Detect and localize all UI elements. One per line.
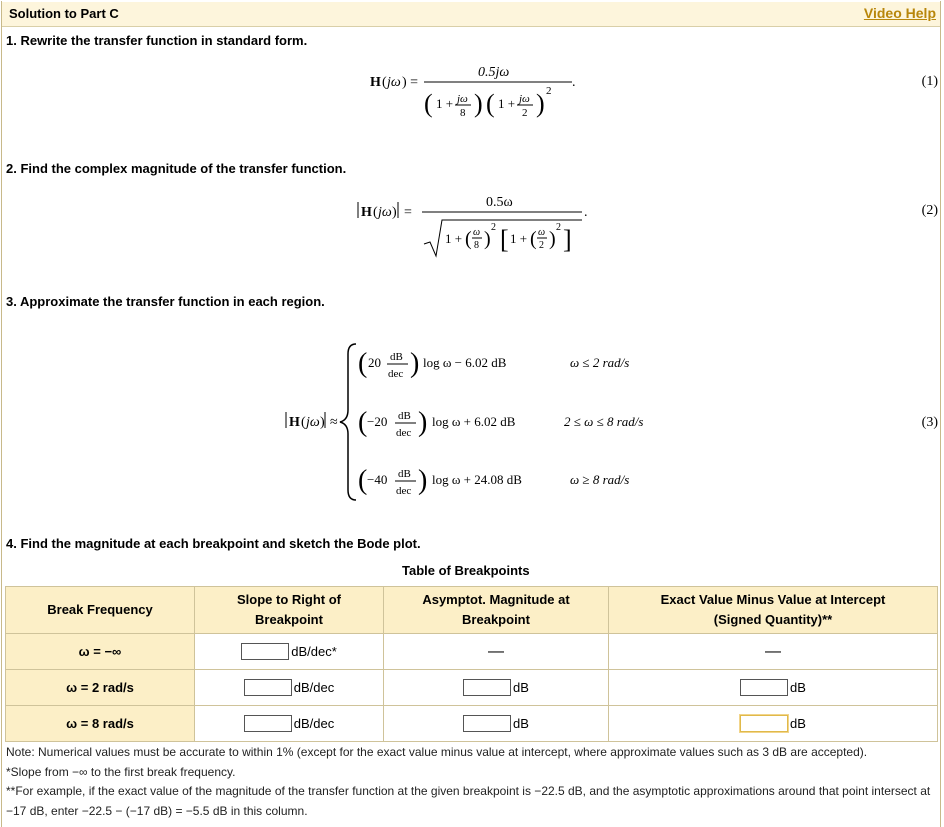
step-3-heading: 3. Approximate the transfer function in each region. (6, 294, 325, 309)
slope-input-minus-inf[interactable] (241, 643, 289, 660)
magnitude-cell (384, 670, 609, 706)
equation-3-number: (3) (921, 415, 938, 430)
slope-unit: dB/dec (293, 680, 335, 696)
empty-dash: — (765, 642, 781, 660)
svg-text:(: ( (358, 348, 368, 379)
svg-text:2: 2 (546, 85, 552, 97)
svg-text:(: ( (301, 415, 306, 430)
equation-1 (360, 58, 600, 128)
table-caption: Table of Breakpoints (402, 563, 530, 578)
svg-text:H: H (361, 205, 372, 220)
svg-text:dB: dB (398, 468, 411, 480)
breakpoints-table (5, 586, 938, 742)
header-asymptotic-magnitude (384, 587, 609, 634)
header-asymptotic-magnitude-text: Asymptot. Magnitude at Breakpoint (422, 592, 570, 627)
svg-text:.: . (572, 75, 576, 90)
svg-text:ω: ω (538, 227, 546, 238)
magnitude-unit: dB (513, 716, 529, 732)
equation-3 (280, 340, 680, 505)
svg-text:(: ( (358, 465, 368, 496)
svg-text:dec: dec (396, 485, 412, 497)
svg-text:(: ( (358, 407, 368, 438)
step-2-heading: 2. Find the complex magnitude of the transfer function. (6, 161, 347, 176)
svg-text:): ) (418, 465, 428, 496)
exact-cell (609, 706, 938, 742)
empty-dash: — (488, 642, 504, 660)
svg-text:(: ( (424, 89, 433, 118)
eq1-numerator: 0.5jω (478, 65, 510, 80)
step-4-heading: 4. Find the magnitude at each breakpoint and sketch the Bode plot. (6, 536, 421, 551)
equation-2-graphic (350, 188, 600, 263)
svg-text:dB: dB (390, 351, 403, 363)
magnitude-input-2[interactable] (463, 679, 511, 696)
slope-cell (195, 670, 384, 706)
step-1-heading: 1. Rewrite the transfer function in standard form. (6, 33, 308, 48)
svg-text:jω: jω (378, 205, 392, 220)
row-label: ω = 8 rad/s (6, 706, 195, 742)
case-3-range: ω ≥ 8 rad/s (570, 472, 630, 487)
slope-input-2[interactable] (244, 679, 292, 696)
header-exact-minus-intercept-text: Exact Value Minus Value at Intercept (Signed Quantity)** (660, 592, 886, 627)
row-label: ω = −∞ (6, 634, 195, 670)
exact-cell (609, 634, 938, 670)
case-1-range: ω ≤ 2 rad/s (570, 355, 630, 370)
magnitude-input-8[interactable] (463, 715, 511, 732)
svg-text:jω: jω (306, 415, 320, 430)
equation-1-graphic (360, 58, 600, 128)
svg-text:1 +: 1 + (498, 96, 516, 111)
svg-text:ω: ω (473, 227, 481, 238)
exact-unit: dB (790, 716, 806, 732)
eq2-break2: 2 (539, 240, 544, 251)
svg-text:(: ( (530, 228, 537, 250)
notes (6, 743, 936, 821)
svg-text:≈: ≈ (330, 415, 338, 430)
svg-text:1 +: 1 + (510, 231, 528, 246)
solution-header (2, 2, 940, 27)
magnitude-cell (384, 634, 609, 670)
svg-text:): ) (418, 407, 428, 438)
magnitude-cell (384, 706, 609, 742)
case-1-expr: log ω − 6.02 dB (423, 355, 507, 370)
header-exact-minus-intercept (609, 587, 938, 634)
equation-2 (350, 188, 600, 263)
exact-cell (609, 670, 938, 706)
svg-text:(: ( (465, 228, 472, 250)
row-label: ω = 2 rad/s (6, 670, 195, 706)
equation-1-number: (1) (921, 74, 938, 89)
svg-text:1 +: 1 + (436, 96, 454, 111)
svg-text:): ) (536, 89, 545, 118)
exact-unit: dB (790, 680, 806, 696)
table-row (6, 706, 938, 742)
svg-text:=: = (404, 205, 412, 220)
svg-text:jω: jω (457, 93, 468, 105)
case-3-slope: −40 (367, 472, 388, 487)
svg-text:jω: jω (387, 75, 401, 90)
svg-text:]: ] (563, 225, 572, 254)
magnitude-unit: dB (513, 680, 529, 696)
exact-input-2[interactable] (740, 679, 788, 696)
header-slope-text: Slope to Right of Breakpoint (237, 592, 341, 627)
svg-text:): ) (484, 228, 491, 250)
case-2-range: 2 ≤ ω ≤ 8 rad/s (564, 414, 644, 429)
exact-input-8[interactable] (740, 715, 788, 732)
table-row (6, 634, 938, 670)
svg-text:jω: jω (519, 93, 530, 105)
note-slope: *Slope from −∞ to the first break frequency. (6, 764, 236, 779)
note-accuracy: Note: Numerical values must be accurate to within 1% (except for the exact value minus value at intercept, where approximate values such as 3 dB are accepted). (6, 745, 868, 759)
svg-text:[: [ (500, 225, 509, 254)
table-row (6, 670, 938, 706)
slope-unit: dB/dec (293, 716, 335, 732)
svg-text:dec: dec (388, 368, 404, 380)
svg-text:H: H (370, 75, 381, 90)
solution-title: Solution to Part C (9, 6, 119, 21)
svg-text:(: ( (382, 75, 387, 90)
svg-text:(: ( (486, 89, 495, 118)
svg-text:dB: dB (398, 410, 411, 422)
slope-unit: dB/dec* (291, 644, 337, 660)
svg-text:(: ( (373, 205, 378, 220)
header-break-frequency: Break Frequency (6, 587, 195, 634)
eq1-break1: 8 (460, 107, 466, 119)
slope-input-8[interactable] (244, 715, 292, 732)
case-1-slope: 20 (368, 355, 381, 370)
svg-text:2: 2 (491, 222, 496, 233)
svg-text:1 +: 1 + (445, 231, 463, 246)
svg-text:): ) (410, 348, 420, 379)
eq1-break2: 2 (522, 107, 528, 119)
svg-text:H: H (289, 415, 300, 430)
video-help-link[interactable]: Video Help (863, 5, 936, 21)
equation-2-number: (2) (921, 203, 938, 218)
header-slope (195, 587, 384, 634)
eq2-break1: 8 (474, 240, 479, 251)
svg-text:.: . (584, 205, 588, 220)
svg-text:): ) (474, 89, 483, 118)
svg-text:) =: ) = (402, 75, 419, 90)
case-2-slope: −20 (367, 414, 388, 429)
svg-text:): ) (549, 228, 556, 250)
svg-text:dec: dec (396, 427, 412, 439)
svg-text:): ) (320, 415, 325, 430)
slope-cell (195, 634, 384, 670)
svg-text:): ) (392, 205, 397, 220)
equation-3-graphic (280, 340, 680, 505)
case-3-expr: log ω + 24.08 dB (432, 472, 522, 487)
note-example: **For example, if the exact value of the magnitude of the transfer function at the given breakpoint is −22.5 dB, and the asymptotic approximations around that point intersect at −17 dB, enter −22.5 − (−17 dB) = −5.5 dB in this column. (6, 784, 931, 818)
eq2-numerator: 0.5ω (486, 195, 513, 210)
case-2-expr: log ω + 6.02 dB (432, 414, 516, 429)
slope-cell (195, 706, 384, 742)
svg-text:2: 2 (556, 222, 561, 233)
